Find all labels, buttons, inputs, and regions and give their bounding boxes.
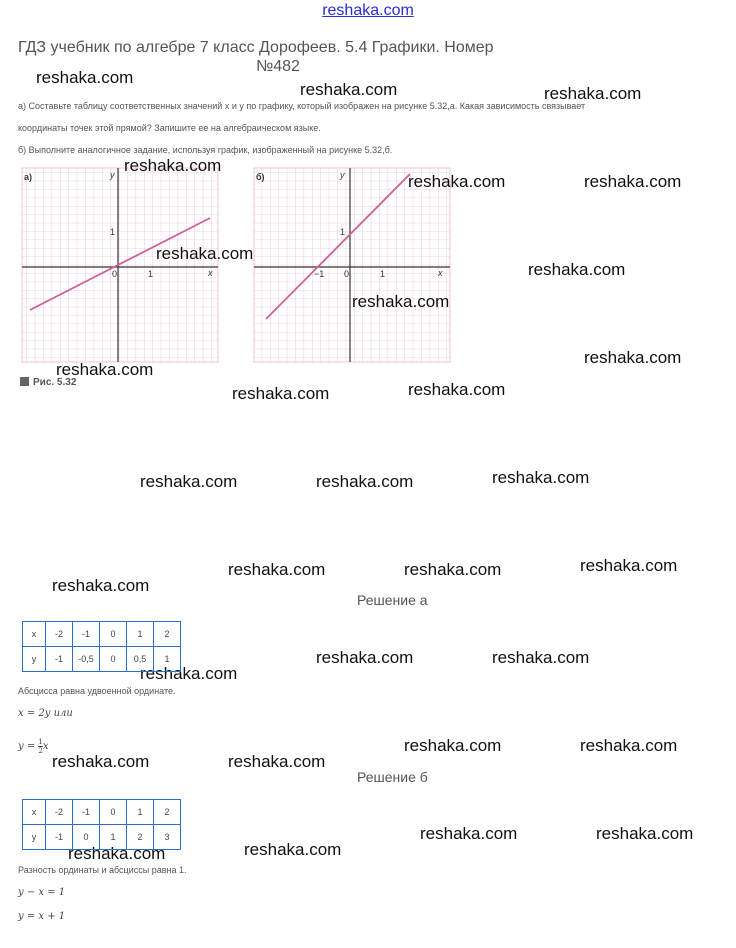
table-cell: 0	[100, 647, 127, 672]
table-row	[23, 647, 181, 672]
graph-b-tick-y1: 1	[340, 227, 346, 237]
watermark: reshaka.com	[492, 648, 590, 667]
page-title-line1: ГДЗ учебник по алгебре 7 класс Дорофеев. 5.4 Графики. Номер	[18, 39, 494, 56]
watermark: reshaka.com	[228, 560, 326, 579]
graph-a	[22, 168, 218, 362]
table-cell: -0,5	[73, 647, 100, 672]
solution-a-text: Абсцисса равна удвоенной ординате.	[18, 686, 176, 696]
watermark: reshaka.com	[584, 172, 682, 191]
solution-b-formula2: y = x + 1	[18, 911, 66, 922]
graph-a-x-axis-label: x	[208, 268, 213, 278]
solution-a-formula1: x = 2y или	[18, 708, 73, 719]
solution-b-table	[22, 799, 181, 850]
table-cell: 2	[127, 825, 154, 850]
graph-b-label: б)	[256, 172, 265, 182]
formula-lhs: y =	[18, 741, 39, 752]
solution-a-formula2	[18, 738, 49, 755]
table-cell: -1	[46, 825, 73, 850]
table-cell: 0	[73, 825, 100, 850]
watermark: reshaka.com	[352, 292, 450, 311]
table-cell: 1	[154, 647, 181, 672]
graph-b-x-axis-label: x	[438, 268, 443, 278]
watermark: reshaka.com	[492, 468, 590, 487]
watermark: reshaka.com	[528, 260, 626, 279]
task-a-line1: а) Составьте таблицу соответственных значений x и y по графику, который изображен на рисунке 5.32,а. Какая зависимость связывает	[18, 101, 586, 111]
watermark: reshaka.com	[580, 556, 678, 575]
table-cell: -1	[73, 622, 100, 647]
graph-b-tick-minus1: −1	[314, 269, 325, 279]
watermark: reshaka.com	[596, 824, 694, 843]
table-cell: y	[23, 825, 46, 850]
table-cell: -1	[46, 647, 73, 672]
watermark: reshaka.com	[140, 472, 238, 491]
table-cell: x	[23, 800, 46, 825]
watermark: reshaka.com	[140, 664, 238, 683]
graph-a-label: а)	[24, 172, 33, 182]
table-cell: y	[23, 647, 46, 672]
table-cell: 2	[154, 622, 181, 647]
table-cell: x	[23, 622, 46, 647]
watermark: reshaka.com	[52, 576, 150, 595]
graph-b-y-axis-label: y	[340, 170, 345, 180]
watermark: reshaka.com	[584, 348, 682, 367]
figure-caption-text: Рис. 5.32	[33, 377, 77, 388]
table-cell: 2	[154, 800, 181, 825]
table-row	[23, 622, 181, 647]
formula-rhs: x	[42, 741, 49, 752]
table-cell: 1	[100, 825, 127, 850]
solution-b-title: Решение б	[357, 769, 428, 785]
table-cell: 0,5	[127, 647, 154, 672]
graph-b-tick-x1: 1	[380, 269, 386, 279]
watermark: reshaka.com	[52, 752, 150, 771]
graph-a-tick-x1: 1	[148, 269, 154, 279]
watermark: reshaka.com	[68, 844, 166, 863]
watermark: reshaka.com	[36, 68, 134, 87]
watermark: reshaka.com	[404, 560, 502, 579]
table-row	[23, 800, 181, 825]
caption-square-icon	[20, 377, 29, 386]
table-cell: 3	[154, 825, 181, 850]
graph-b-origin: 0	[344, 269, 350, 279]
task-b-line: б) Выполните аналогичное задание, используя график, изображенный на рисунке 5.32,б.	[18, 145, 393, 155]
table-row	[23, 825, 181, 850]
watermark: reshaka.com	[404, 736, 502, 755]
watermark: reshaka.com	[300, 80, 398, 99]
watermark: reshaka.com	[232, 384, 330, 403]
watermark: reshaka.com	[408, 380, 506, 399]
table-cell: -2	[46, 622, 73, 647]
watermark: reshaka.com	[408, 172, 506, 191]
watermark: reshaka.com	[420, 824, 518, 843]
table-cell: 1	[127, 800, 154, 825]
task-a-line2: координаты точек этой прямой? Запишите ее на алгебраическом языке.	[18, 123, 321, 133]
watermark: reshaka.com	[56, 360, 154, 379]
watermark: reshaka.com	[544, 84, 642, 103]
table-cell: 1	[127, 622, 154, 647]
graph-a-origin: 0	[112, 269, 118, 279]
fraction-denominator: 2	[38, 747, 43, 755]
table-cell: -1	[73, 800, 100, 825]
watermark: reshaka.com	[124, 156, 222, 175]
table-cell: 0	[100, 800, 127, 825]
watermark: reshaka.com	[316, 648, 414, 667]
table-cell: -2	[46, 800, 73, 825]
solution-b-text: Разность ординаты и абсциссы равна 1.	[18, 865, 187, 875]
graph-a-y-axis-label: y	[110, 170, 115, 180]
watermark: reshaka.com	[228, 752, 326, 771]
watermark: reshaka.com	[156, 244, 254, 263]
graph-b	[254, 168, 450, 362]
watermark: reshaka.com	[580, 736, 678, 755]
solution-a-table	[22, 621, 181, 672]
solution-b-formula1: y − x = 1	[18, 887, 66, 898]
fraction-numerator: 1	[38, 738, 43, 746]
graph-a-tick-y1: 1	[110, 227, 116, 237]
table-cell: 0	[100, 622, 127, 647]
site-link[interactable]: reshaka.com	[322, 2, 414, 19]
watermark: reshaka.com	[316, 472, 414, 491]
solution-a-title: Решение а	[357, 592, 428, 608]
page-title-number: №482	[256, 58, 300, 75]
watermark: reshaka.com	[244, 840, 342, 859]
